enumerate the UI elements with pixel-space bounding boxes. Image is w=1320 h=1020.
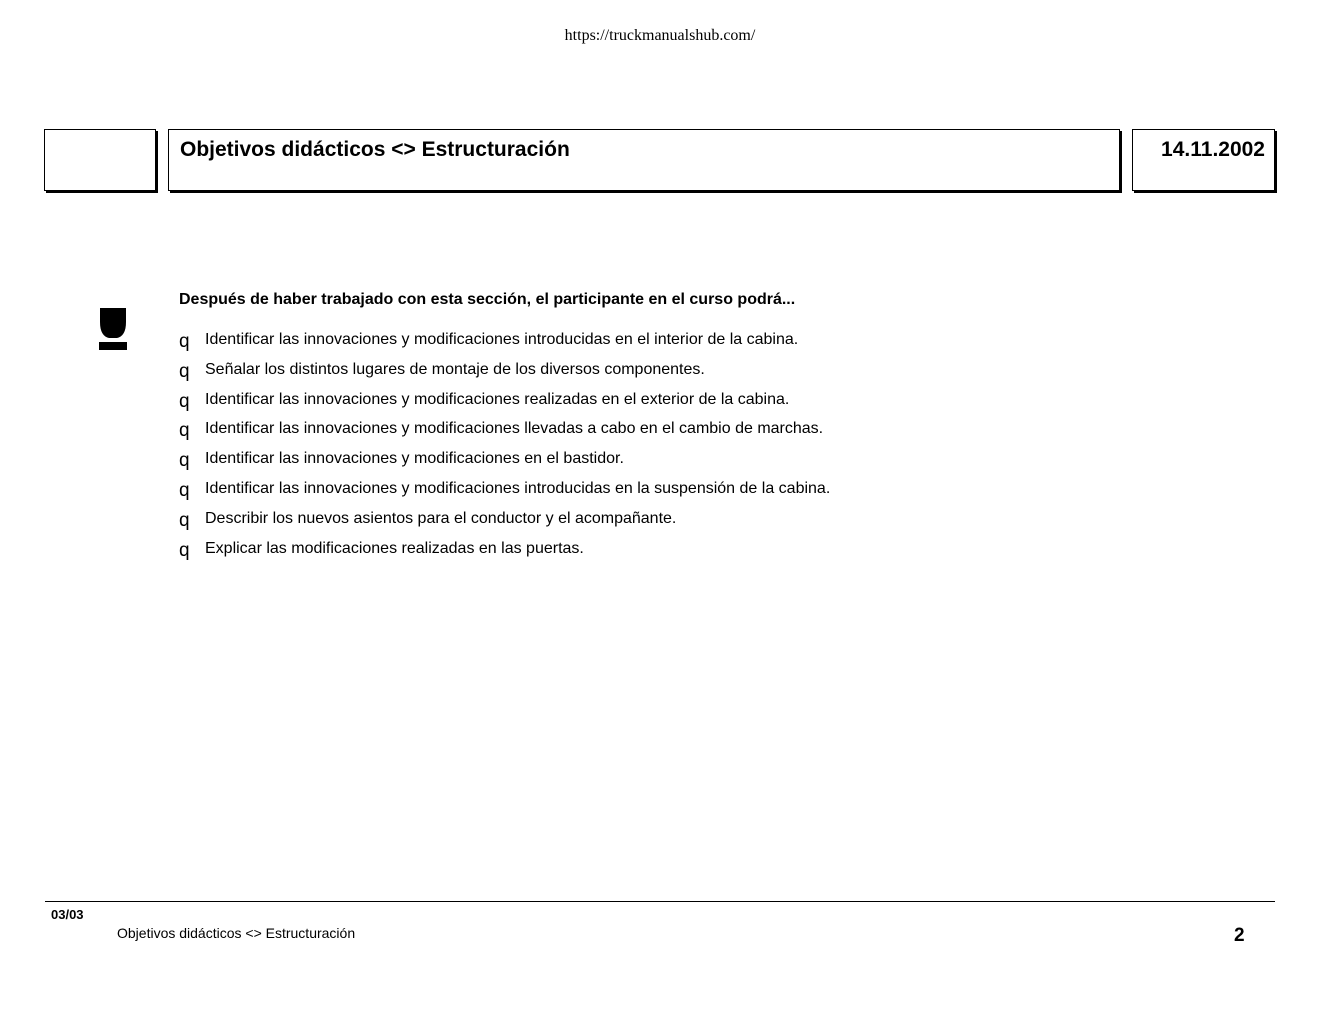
header-blank-box	[44, 129, 156, 191]
bullet: q	[179, 479, 190, 501]
bullet: q	[179, 509, 190, 531]
objective-text: Explicar las modificaciones realizadas en las puertas.	[205, 539, 584, 557]
list-item	[179, 390, 830, 420]
footer-code: 03/03	[51, 907, 84, 922]
list-item	[179, 449, 830, 479]
objective-text: Identificar las innovaciones y modificaciones introducidas en la suspensión de la cabina.	[205, 479, 831, 497]
list-item	[179, 539, 830, 569]
footer-title: Objetivos didácticos <> Estructuración	[117, 925, 356, 941]
header-date: 14.11.2002	[1161, 138, 1265, 161]
list-item	[179, 330, 830, 360]
goal-cup-icon	[99, 308, 127, 350]
objective-text: Describir los nuevos asientos para el conductor y el acompañante.	[205, 509, 677, 527]
page-title: Objetivos didácticos <> Estructuración	[180, 138, 570, 161]
bullet: q	[179, 390, 190, 412]
header-date-box	[1132, 129, 1275, 191]
bullet: q	[179, 539, 190, 561]
objective-text: Identificar las innovaciones y modificaciones introducidas en el interior de la cabina.	[205, 331, 799, 348]
list-item	[179, 509, 830, 539]
source-url: https://truckmanualshub.com/	[564, 27, 756, 44]
page-number: 2	[1234, 925, 1245, 946]
footer-divider	[45, 901, 1275, 902]
list-item	[179, 479, 830, 509]
objective-text: Señalar los distintos lugares de montaje de los diversos componentes.	[205, 360, 705, 378]
list-item	[179, 419, 830, 449]
bullet: q	[179, 331, 190, 352]
header-title-box	[168, 129, 1120, 191]
objectives-intro: Después de haber trabajado con esta sección, el participante en el curso podrá...	[179, 291, 796, 308]
bullet: q	[179, 420, 190, 442]
bullet: q	[179, 360, 190, 382]
objective-text: Identificar las innovaciones y modificaciones realizadas en el exterior de la cabina.	[205, 390, 790, 408]
objectives-list	[179, 330, 830, 568]
objective-text: Identificar las innovaciones y modificaciones en el bastidor.	[205, 450, 624, 468]
bullet: q	[179, 450, 190, 472]
objective-text: Identificar las innovaciones y modificaciones llevadas a cabo en el cambio de marchas.	[205, 420, 824, 438]
list-item	[179, 360, 830, 390]
